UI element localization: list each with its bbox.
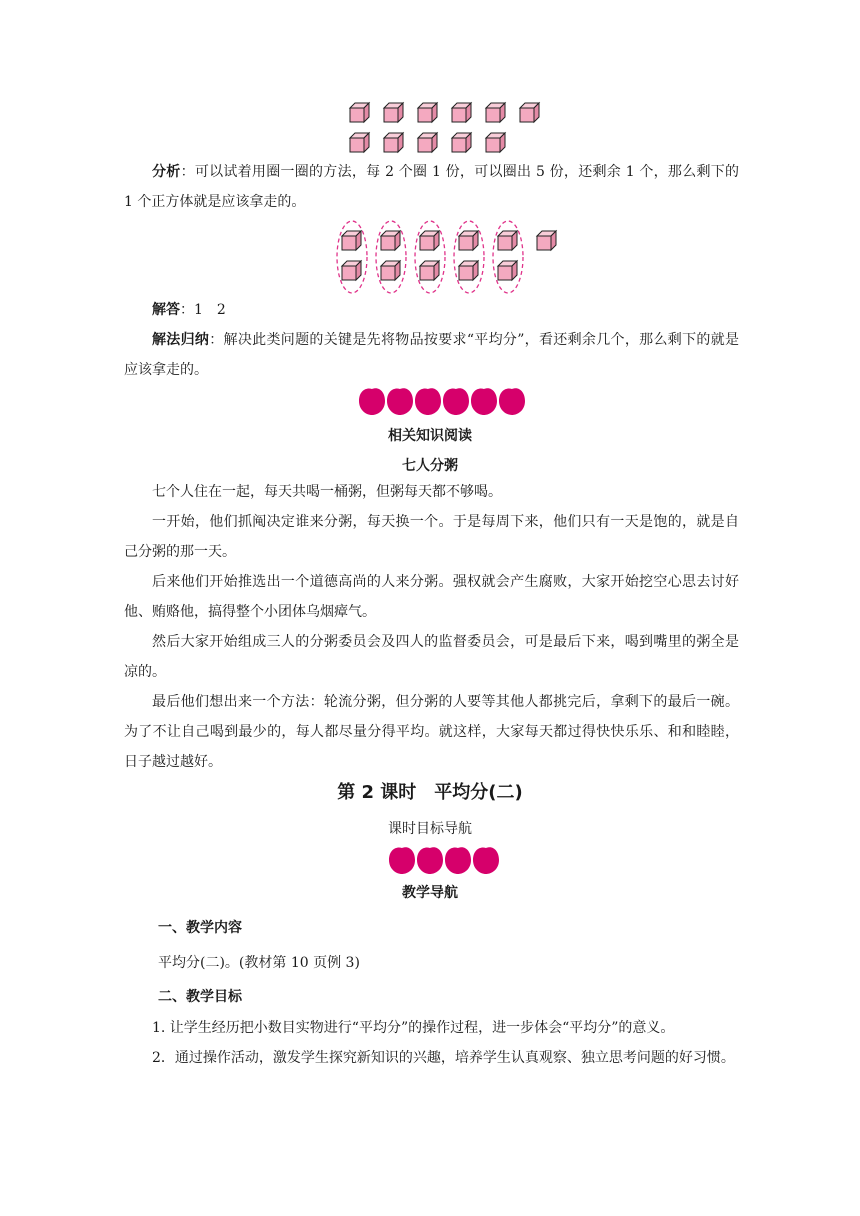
analysis-label: 分析 xyxy=(152,164,181,180)
pink-cube-icon xyxy=(381,261,400,280)
pink-circle-icon xyxy=(471,388,497,415)
pink-cube-icon xyxy=(459,261,478,280)
pink-circle-icon xyxy=(387,388,413,415)
analysis-text: ：可以试着用圈一圈的方法，每 2 个圈 1 份，可以圈出 5 份，还剩余 1 个，那么剩下的 1 个正方体就是应该拿走的。 xyxy=(124,164,740,210)
pink-cube-icon xyxy=(384,103,403,122)
section-heading-content: 一、教学内容 xyxy=(158,920,242,936)
pink-circle-icon xyxy=(417,847,443,874)
pink-circle-icon xyxy=(473,847,499,874)
pink-circle-icon xyxy=(445,847,471,874)
pink-circle-icon xyxy=(499,388,525,415)
method-paragraph xyxy=(124,325,739,385)
section-heading-goals: 二、教学目标 xyxy=(158,989,242,1005)
analysis-paragraph xyxy=(124,157,739,217)
story-paragraph: 后来他们开始推选出一个道德高尚的人来分粥。强权就会产生腐败，大家开始挖空心思去讨好他、贿赂他，搞得整个小团体乌烟瘴气。 xyxy=(124,574,739,620)
answer-text: ：1 2 xyxy=(180,302,226,318)
pink-cube-icon xyxy=(486,103,505,122)
pink-cube-icon xyxy=(420,261,439,280)
pink-cube-icon xyxy=(537,231,556,250)
pink-circle-decoration xyxy=(358,385,530,417)
pink-cube-icon xyxy=(381,231,400,250)
pink-cube-icon xyxy=(418,103,437,122)
pink-cube-icon xyxy=(418,133,437,152)
pink-cube-icon xyxy=(498,231,517,250)
pink-cube-icon xyxy=(350,133,369,152)
lesson-title: 第 2 课时 平均分(二) xyxy=(337,782,523,803)
goal-item: 1. 让学生经历把小数目实物进行“平均分”的操作过程，进一步体会“平均分”的意义。 xyxy=(152,1020,675,1036)
cubes-figure-1 xyxy=(340,100,550,158)
pink-cube-icon xyxy=(459,231,478,250)
story-paragraph: 一开始，他们抓阄决定谁来分粥，每天换一个。于是每周下来，他们只有一天是饱的，就是自己分粥的那一天。 xyxy=(124,514,739,560)
pink-circle-icon xyxy=(359,388,385,415)
lesson-nav-title: 课时目标导航 xyxy=(388,821,472,837)
pink-cube-icon xyxy=(420,231,439,250)
pink-circle-icon xyxy=(389,847,415,874)
pink-cube-icon xyxy=(498,261,517,280)
method-label: 解法归纳 xyxy=(152,332,210,348)
goal-item: 2．通过操作活动，激发学生探究新知识的兴趣，培养学生认真观察、独立思考问题的好习惯。 xyxy=(152,1050,735,1066)
pink-cube-icon xyxy=(452,133,471,152)
answer-label: 解答 xyxy=(152,302,180,318)
pink-cube-icon xyxy=(452,103,471,122)
pink-cube-icon xyxy=(486,133,505,152)
reading-section-title: 相关知识阅读 xyxy=(388,428,472,444)
teaching-nav-title: 教学导航 xyxy=(402,885,458,901)
pink-circle-icon xyxy=(415,388,441,415)
pink-cube-icon xyxy=(520,103,539,122)
story-paragraph: 然后大家开始组成三人的分粥委员会及四人的监督委员会，可是最后下来，喝到嘴里的粥全是凉的。 xyxy=(124,634,739,680)
pink-cube-icon xyxy=(350,103,369,122)
pink-circle-decoration xyxy=(388,844,504,876)
section-body-content: 平均分(二)。(教材第 10 页例 3) xyxy=(158,955,360,971)
pink-cube-icon xyxy=(342,261,361,280)
method-text: ：解决此类问题的关键是先将物品按要求“平均分”，看还剩余几个，那么剩下的就是应该拿走的。 xyxy=(124,332,740,378)
story-title: 七人分粥 xyxy=(402,458,458,474)
pink-cube-icon xyxy=(342,231,361,250)
pink-cube-icon xyxy=(384,133,403,152)
story-paragraph: 最后他们想出来一个方法：轮流分粥，但分粥的人要等其他人都挑完后，拿剩下的最后一碗。为了不让自己喝到最少的，每人都尽量分得平均。就这样，大家每天都过得快快乐乐、和和睦睦，日子越过越好。 xyxy=(124,694,739,770)
pink-circle-icon xyxy=(443,388,469,415)
story-paragraph: 七个人住在一起，每天共喝一桶粥，但粥每天都不够喝。 xyxy=(152,484,502,500)
answer-paragraph xyxy=(124,295,739,325)
cubes-figure-2 xyxy=(332,218,562,296)
